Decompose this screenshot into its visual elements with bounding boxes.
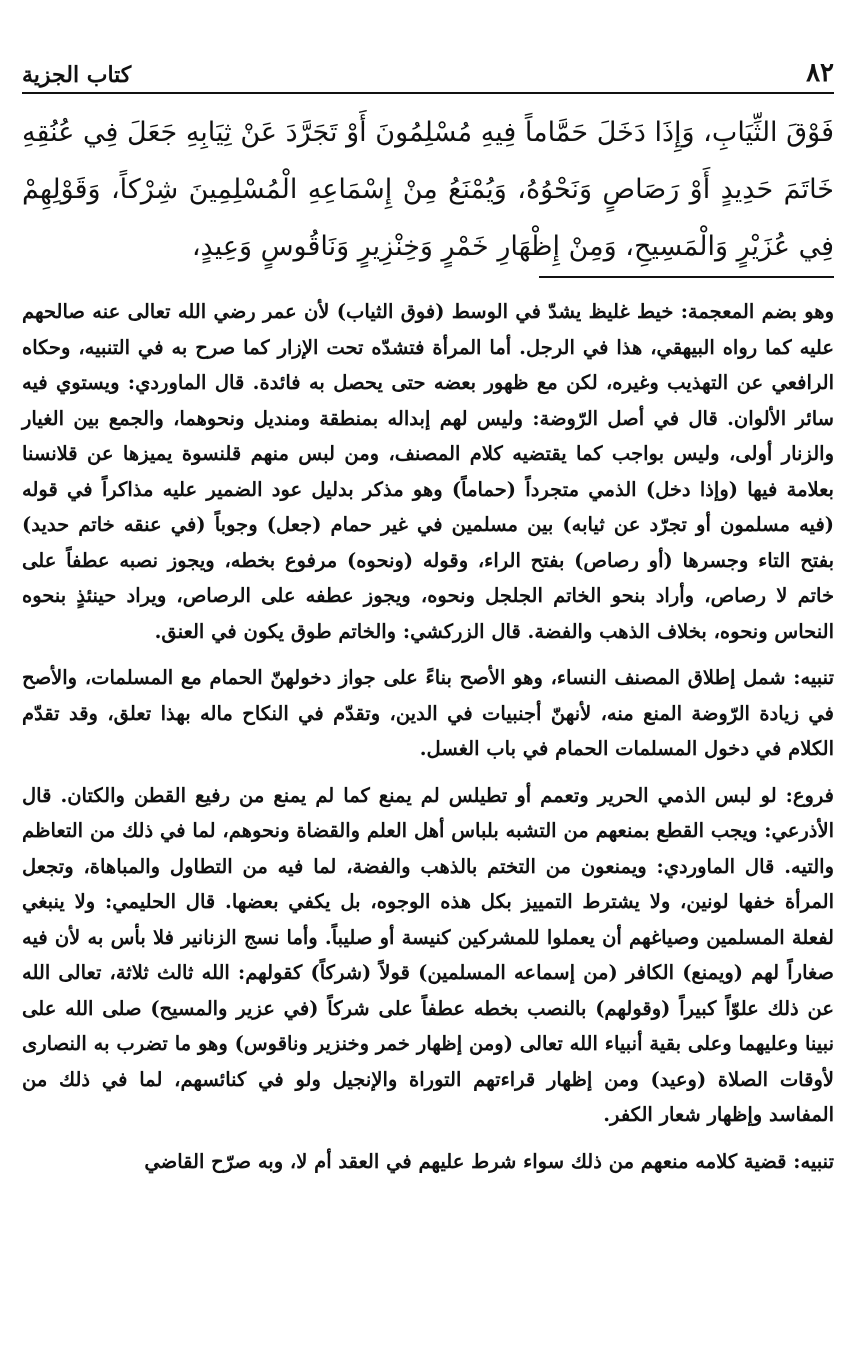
commentary xyxy=(22,294,834,1179)
commentary-paragraph: وهو بضم المعجمة: خيط غليظ يشدّ في الوسط (فوق الثياب) لأن عمر رضي الله تعالى عنه صالحهم عليه كما رواه البيهقي، هذا في الرجل. أما المرأة فتشدّه تحت الإزار كما صرح به في التنبيه، وحكاه الرافعي عن التهذيب وغيره، لكن مع ظهور بعضه حتى يحصل به فائدة. قال الماوردي: ويستوي فيه سائر الألوان. قال في أصل الرّوضة: وليس لهم إبداله بمنطقة ومنديل ونحوهما، والجمع بين الغيار والزنار أولى، وليس بواجب كما يقتضيه كلام المصنف، ومن لبس منهم قلنسوة يميزها عن قلانسنا بعلامة فيها (وإذا دخل) الذمي متجرداً (حماماً) وهو مذكر بدليل عود الضمير عليه مذاكراً في قوله (فيه مسلمون أو تجرّد عن ثيابه) بين مسلمين في غير حمام (جعل) وجوباً (في عنقه خاتم حديد) بفتح التاء وجسرها (أو رصاص) بفتح الراء، وقوله (ونحوه) مرفوع بخطه، ويجوز نصبه عطفاً على خاتم لا رصاص، وأراد بنحو الخاتم الجلجل ونحوه، ويجوز عطفه على الرصاص، ويراد حينئذٍ بنحوه النحاس ونحوه، بخلاف الذهب والفضة. قال الزركشي: والخاتم طوق يكون في العنق. xyxy=(22,300,834,643)
header-rule xyxy=(22,92,834,94)
running-title: كتاب الجزية xyxy=(22,62,132,88)
separator-rule xyxy=(539,276,834,278)
commentary-paragraph: فروع: لو لبس الذمي الحرير وتعمم أو تطيلس لم يمنع كما لم يمنع من رفيع القطن والكتان. قال الأذرعي: ويجب القطع بمنعهم من التشبه بلباس أهل العلم والقضاة ونحوهم، لما في ذلك من التعاظم والتيه. قال الماوردي: ويمنعون من التختم بالذهب والفضة، لما فيه من التطاول والمباهاة، وتجعل المرأة خفها لونين، ولا يشترط التمييز بكل هذه الوجوه، بل يكفي بعضها. قال الحليمي: ولا ينبغي لفعلة المسلمين وصياغهم أن يعملوا للمشركين كنيسة أو صليباً. وأما نسج الزنانير فلا بأس به لأن فيه صغاراً لهم (ويمنع) الكافر (من إسماعه المسلمين) قولاً (شركاً) كقولهم: الله ثالث ثلاثة، تعالى الله عن ذلك علوّاً كبيراً (وقولهم) بالنصب بخطه عطفاً على شركاً (في عزير والمسيح) صلى الله على نبينا وعليهما وعلى بقية أنبياء الله تعالى (ومن إظهار خمر وخنزير وناقوس) وهو ما تضرب به النصارى لأوقات الصلاة (وعيد) ومن إظهار قراءتهم التوراة والإنجيل ولو في كنائسهم، لما في ذلك من المفاسد وإظهار شعار الكفر. xyxy=(22,783,835,1126)
commentary-paragraph: تنبيه: قضية كلامه منعهم من ذلك سواء شرط عليهم في العقد أم لا، وبه صرّح القاضي xyxy=(144,1149,834,1173)
page-number: ٨٢ xyxy=(806,58,834,88)
main-text: فَوْقَ الثِّيَابِ، وَإِذَا دَخَلَ حَمَّاماً فِيهِ مُسْلِمُونَ أَوْ تَجَرَّدَ عَنْ ثِيَابِهِ جَعَلَ فِي عُنُقِهِ خَاتَمَ حَدِيدٍ أَوْ رَصَاصٍ وَنَحْوُهُ، وَيُمْنَعُ مِنْ إِسْمَاعِهِ الْمُسْلِمِينَ شِرْكاً، وَقَوْلِهِمْ فِي عُزَيْرٍ وَالْمَسِيحِ، وَمِنْ إِظْهَارِ خَمْرٍ وَخِنْزِيرٍ وَنَاقُوسٍ وَعِيدٍ، xyxy=(22,117,834,262)
commentary-paragraph: تنبيه: شمل إطلاق المصنف النساء، وهو الأصح بناءً على جواز دخولهنّ الحمام مع المسلمات، والأصح في زيادة الرّوضة المنع منه، لأنهنّ أجنبيات في الدين، وتقدّم في النكاح ماله بهذا تعلق، وقد تقدّم الكلام في دخول المسلمات الحمام في باب الغسل. xyxy=(22,666,834,760)
page-header xyxy=(22,58,834,92)
